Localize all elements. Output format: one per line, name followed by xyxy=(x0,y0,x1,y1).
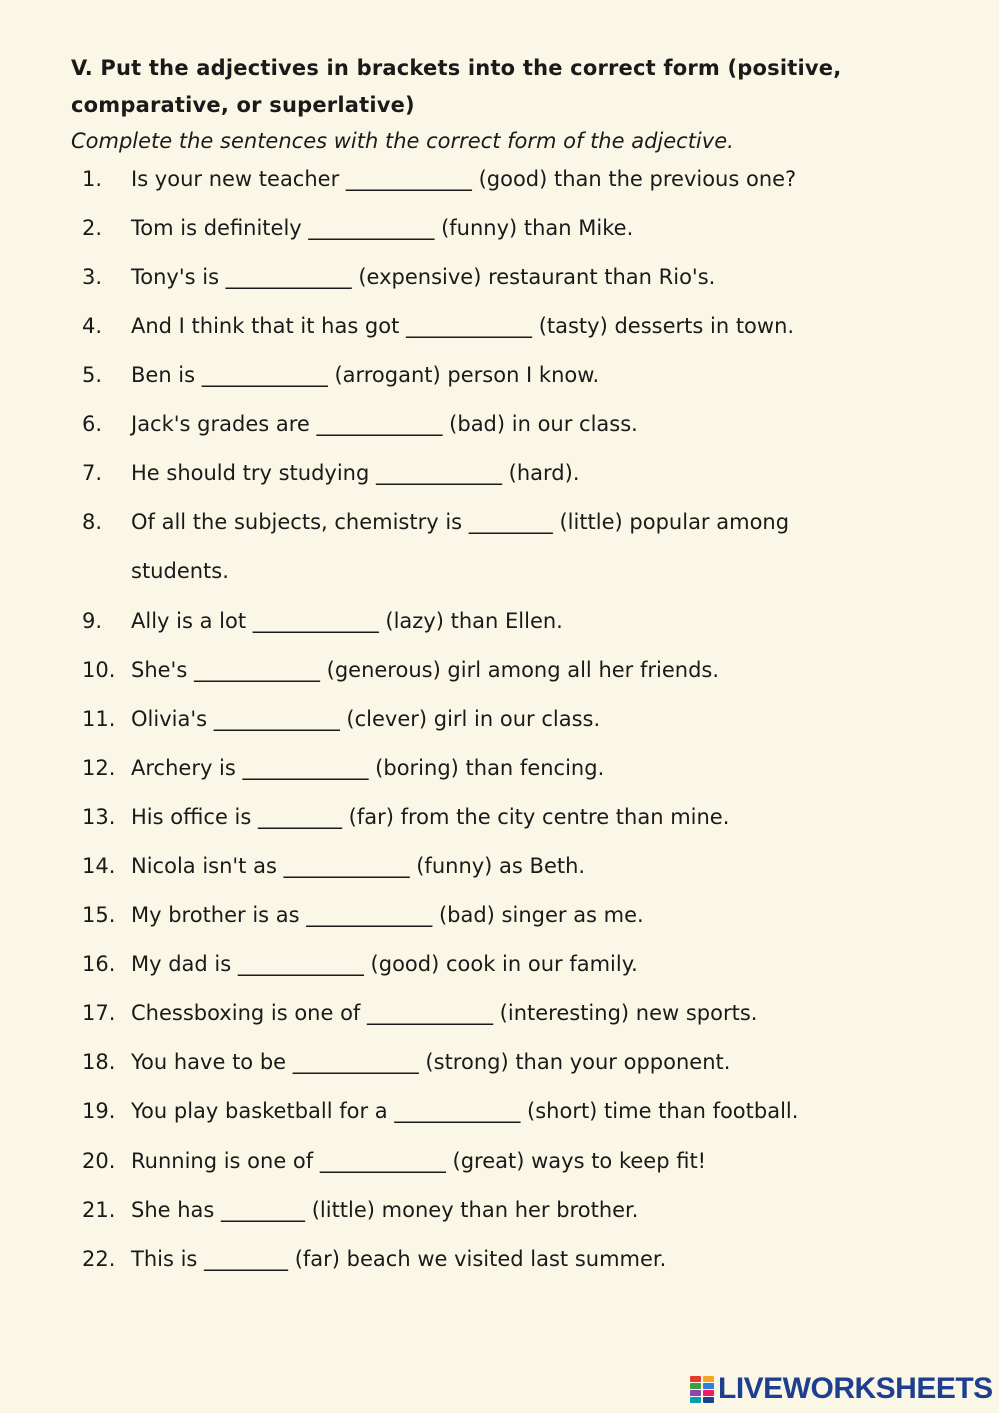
item-number: 7. xyxy=(82,461,103,485)
item-number: 5. xyxy=(82,363,103,387)
item-sentence: You have to be ____________ (strong) than your opponent. xyxy=(131,1050,731,1074)
item-sentence: Running is one of ____________ (great) ways to keep fit! xyxy=(131,1149,707,1173)
item-number: 16. xyxy=(82,952,116,976)
exercise-item xyxy=(0,605,999,637)
item-sentence: You play basketball for a ____________ (short) time than football. xyxy=(131,1099,799,1123)
item-number: 11. xyxy=(82,707,116,731)
exercise-item xyxy=(0,506,999,538)
item-sentence: Olivia's ____________ (clever) girl in our class. xyxy=(131,707,601,731)
item-number: 14. xyxy=(82,854,116,878)
liveworksheets-logo-icon xyxy=(690,1376,714,1402)
logo-text: LIVEWORKSHEETS xyxy=(718,1372,993,1405)
item-number: 3. xyxy=(82,265,103,289)
exercise-item xyxy=(0,899,999,931)
item-number: 9. xyxy=(82,609,103,633)
item-number: 6. xyxy=(82,412,103,436)
logo-square xyxy=(703,1376,714,1382)
exercise-item xyxy=(0,212,999,244)
item-sentence: Ally is a lot ____________ (lazy) than Ellen. xyxy=(131,609,563,633)
exercise-item xyxy=(0,654,999,686)
logo-square xyxy=(690,1390,701,1396)
exercise-item xyxy=(0,1243,999,1275)
exercise-heading: V. Put the adjectives in brackets into the correct form (positive, comparative, or superlative) xyxy=(71,56,842,117)
exercise-item xyxy=(0,850,999,882)
item-sentence: Is your new teacher ____________ (good) than the previous one? xyxy=(131,167,797,191)
item-number: 13. xyxy=(82,805,116,829)
item-number: 4. xyxy=(82,314,103,338)
exercise-item xyxy=(0,801,999,833)
logo-square xyxy=(690,1383,701,1389)
logo-square xyxy=(703,1397,714,1403)
logo-square xyxy=(703,1390,714,1396)
exercise-item xyxy=(0,408,999,440)
item-number: 2. xyxy=(82,216,103,240)
logo-square xyxy=(690,1376,701,1382)
item-sentence: He should try studying ____________ (hard). xyxy=(131,461,580,485)
item-sentence: She has ________ (little) money than her brother. xyxy=(131,1198,639,1222)
exercise-item xyxy=(0,752,999,784)
item-number: 22. xyxy=(82,1247,116,1271)
exercise-item xyxy=(0,261,999,293)
item-sentence: Of all the subjects, chemistry is ________ (little) popular among xyxy=(131,510,790,534)
item-number: 10. xyxy=(82,658,116,682)
item-sentence: Chessboxing is one of ____________ (interesting) new sports. xyxy=(131,1001,758,1025)
item-number: 8. xyxy=(82,510,103,534)
exercise-item xyxy=(0,1145,999,1177)
exercise-item xyxy=(0,163,999,195)
item-sentence: She's ____________ (generous) girl among all her friends. xyxy=(131,658,720,682)
item-sentence: Ben is ____________ (arrogant) person I know. xyxy=(131,363,600,387)
item-sentence: Archery is ____________ (boring) than fencing. xyxy=(131,756,605,780)
item-sentence: My dad is ____________ (good) cook in our family. xyxy=(131,952,638,976)
item-number: 12. xyxy=(82,756,116,780)
item-sentence: And I think that it has got ____________ (tasty) desserts in town. xyxy=(131,314,795,338)
logo-square xyxy=(703,1383,714,1389)
item-sentence: My brother is as ____________ (bad) singer as me. xyxy=(131,903,644,927)
item-sentence: Nicola isn't as ____________ (funny) as Beth. xyxy=(131,854,586,878)
exercise-item xyxy=(0,1095,999,1127)
item-sentence: This is ________ (far) beach we visited last summer. xyxy=(131,1247,667,1271)
exercise-item xyxy=(0,310,999,342)
item-sentence: Tony's is ____________ (expensive) restaurant than Rio's. xyxy=(131,265,716,289)
item-number: 17. xyxy=(82,1001,116,1025)
item-sentence: His office is ________ (far) from the city centre than mine. xyxy=(131,805,730,829)
item-number: 20. xyxy=(82,1149,116,1173)
exercise-instruction: Complete the sentences with the correct form of the adjective. xyxy=(71,129,734,153)
exercise-item xyxy=(0,1194,999,1226)
item-number: 18. xyxy=(82,1050,116,1074)
exercise-item xyxy=(0,703,999,735)
liveworksheets-logo xyxy=(690,1372,993,1406)
exercise-item xyxy=(0,457,999,489)
exercise-item xyxy=(0,359,999,391)
item-sentence: Jack's grades are ____________ (bad) in our class. xyxy=(131,412,638,436)
item-number: 15. xyxy=(82,903,116,927)
item-number: 1. xyxy=(82,167,103,191)
item-number: 19. xyxy=(82,1099,116,1123)
item-number: 21. xyxy=(82,1198,116,1222)
logo-square xyxy=(690,1397,701,1403)
exercise-item xyxy=(0,948,999,980)
exercise-item xyxy=(0,997,999,1029)
exercise-item xyxy=(0,1046,999,1078)
item-sentence: Tom is definitely ____________ (funny) than Mike. xyxy=(131,216,634,240)
item-sentence-continuation: students. xyxy=(131,559,229,583)
